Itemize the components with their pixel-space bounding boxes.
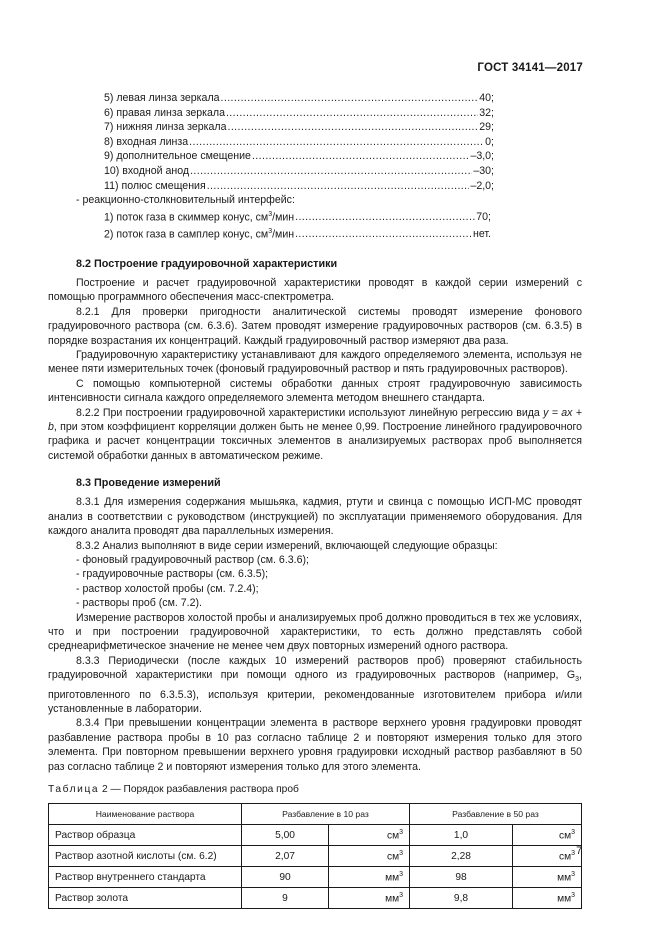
param-row: 10) входной анод ..... –30; xyxy=(104,164,494,179)
paragraph: 8.3.1 Для измерения содержания мышьяка, кадмия, ртути и свинца с помощью ИСП-МС проводят анализ в соответствии с руководством (инструкцией) по эксплуатации применяемого оборудования. Для каждого аналита проводят два параллельных измерения. xyxy=(48,496,582,538)
dilution-table xyxy=(48,803,582,909)
param-row: 5) левая линза зеркала ..... 40; xyxy=(104,91,494,106)
lens-params-list xyxy=(104,91,494,193)
table-row: Раствор азотной кислоты (см. 6.2) 2,07 $см^3$ 2,28 $см^3$ xyxy=(49,846,582,867)
list-item: - растворы проб (см. 7.2). xyxy=(76,597,202,610)
section-heading-8-2: 8.2 Построение градуировочной характеристики xyxy=(76,258,338,270)
list-item: - градуировочные растворы (см. 6.3.5); xyxy=(76,568,269,581)
table-row: Раствор образца 5,00 $см^3$ 1,0 $см^3$ xyxy=(49,825,582,846)
column-header: Разбавление в 50 раз xyxy=(410,804,582,825)
param-row: 8) входная линза ..... 0; xyxy=(104,135,494,150)
table-row: Раствор внутреннего стандарта 90 $мм^3$ 98 $мм^3$ xyxy=(49,867,582,888)
paragraph: 8.3.2 Анализ выполняют в виде серии измерений, включающей следующие образцы: xyxy=(76,539,498,552)
standard-code: ГОСТ 34141—2017 xyxy=(477,62,583,74)
section-heading-8-3: 8.3 Проведение измерений xyxy=(76,477,221,490)
param-row: 1) поток газа в скиммер конус, $см^3$/мин ..... 70; xyxy=(104,208,491,225)
param-row: 6) правая линза зеркала ..... 32; xyxy=(104,106,494,121)
interface-heading: - реакционно-столкновительный интерфейс: xyxy=(76,194,295,207)
gas-params-list xyxy=(104,208,491,242)
table-header-row xyxy=(49,804,582,825)
paragraph: С помощью компьютерной системы обработки данных строят градуировочную зависимость интенсивности сигнала каждого определяемого элемента методом внешнего стандарта. xyxy=(48,377,582,405)
paragraph: Построение и расчет градуировочной характеристики проводят в каждой серии измерений с помощью программного обеспечения масс-спектрометра. xyxy=(48,277,582,304)
paragraph: Градуировочную характеристику устанавливают для каждого определяемого элемента, используя не менее пяти измерительных точек (фоновый градуировочный раствор и пять градуировочных растворов). xyxy=(48,349,582,376)
page-content xyxy=(48,91,582,909)
column-header: Разбавление в 10 раз xyxy=(242,804,410,825)
param-row: 7) нижняя линза зеркала ..... 29; xyxy=(104,120,494,135)
list-item: - раствор холостой пробы (см. 7.2.4); xyxy=(76,582,259,595)
table-caption: Таблица 2 — Порядок разбавления раствора проб xyxy=(48,784,299,796)
paragraph: 8.2.2 При построении градуировочной характеристики используют линейную регрессию вида y = ax + b, при этом коэффициент корреляции должен быть не менее 0,99. Построение линейного градуировочного графика и расчет концентрации токсичных элементов в анализируемых растворах проб выполняется системой обработки данных в автоматическом режиме. xyxy=(48,406,582,462)
paragraph: Измерение растворов холостой пробы и анализируемых проб должно проводиться в тех же условиях, что и при построении градуировочной характеристики, то есть должно представлять собой среднеарифметическое значение не менее чем двух повторных измерений одного раствора. xyxy=(48,611,582,653)
paragraph: 8.3.4 При превышении концентрации элемента в растворе верхнего уровня градуировки проводят разбавление раствора пробы в 10 раз согласно таблице 2 и повторяют измерения только для этого элемента. При повторном превышении верхнего уровня градуировки исходный раствор разбавляют в 50 раз согласно таблице 2 и повторяют измерения только для этого элемента. xyxy=(48,717,582,773)
list-item: - фоновый градуировочный раствор (см. 6.3.6); xyxy=(76,553,309,566)
param-row: 2) поток газа в самплер конус, $см^3$/мин ..... нет. xyxy=(104,225,491,242)
paragraph: 8.3.3 Периодически (после каждых 10 измерений растворов проб) проверяют стабильность градуировочной характеристики при помощи одного из градуировочных растворов (например, $G_3$, приготовленного по 6.3.5.3), используя критерии, рекомендованные изготовителем прибора и/или установленные в лаборатории. xyxy=(48,654,582,716)
table-row: Раствор золота 9 $мм^3$ 9,8 $мм^3$ xyxy=(49,888,582,909)
column-header: Наименование раствора xyxy=(49,804,242,825)
param-row: 9) дополнительное смещение ..... –3,0; xyxy=(104,149,494,164)
page-number: 7 xyxy=(576,845,582,857)
paragraph: 8.2.1 Для проверки пригодности аналитической системы проводят измерение фонового градуировочного раствора (см. 6.3.6). Затем проводят измерение градуировочных растворов (см. 6.3.5) в порядке возрастания их концентраций. Каждый градуировочный раствор измеряют два раза. xyxy=(48,305,582,347)
regression-formula: y = ax + b xyxy=(48,406,582,434)
param-row: 11) полюс смещения ..... –2,0; xyxy=(104,179,494,194)
